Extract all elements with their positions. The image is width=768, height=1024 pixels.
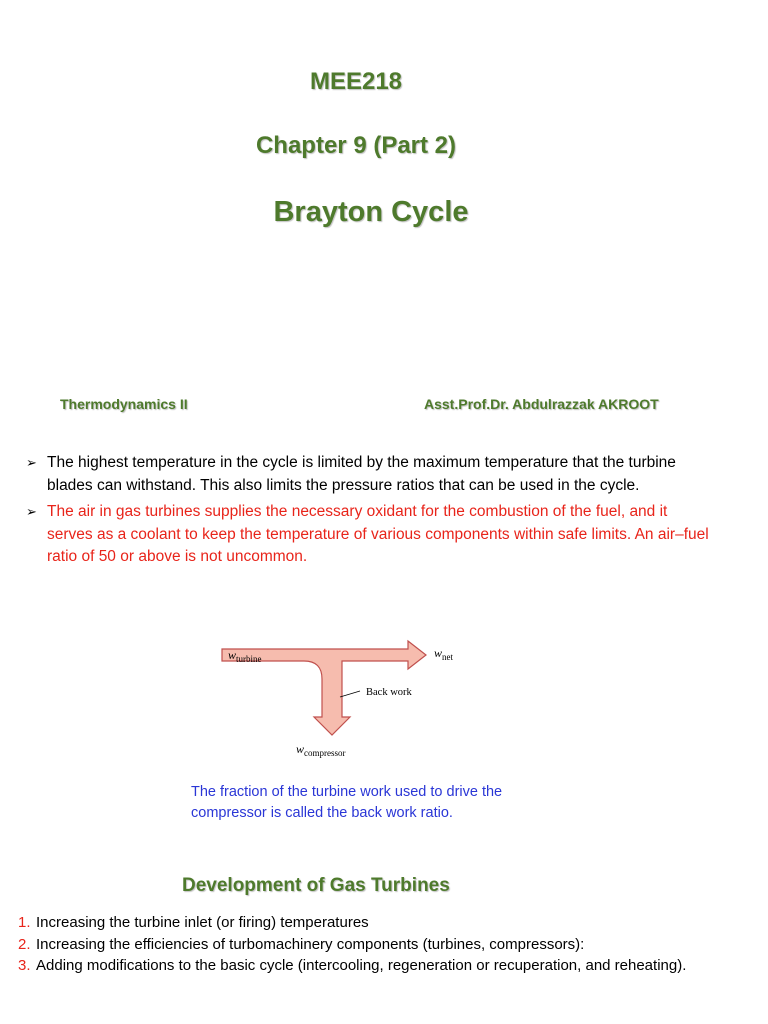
arrow-bullet-icon: ➢: [26, 504, 37, 519]
list-number: 1.: [18, 914, 31, 931]
bullet-item: [26, 501, 716, 569]
list-number: 3.: [18, 957, 31, 974]
list-text: Increasing the efficiencies of turbomachinery components (turbines, compressors):: [36, 935, 585, 953]
w-turbine-label: $w_{turbine}$: [228, 648, 262, 664]
diagram-caption: The fraction of the turbine work used to drive the compressor is called the back work ratio.: [191, 784, 503, 821]
subject-label: Thermodynamics II: [60, 396, 188, 412]
chapter-title: Chapter 9 (Part 2): [255, 132, 457, 159]
arrow-bullet-icon: ➢: [26, 455, 37, 470]
bullet-list: [26, 452, 716, 573]
w-net-label: $w_{net}$: [434, 646, 454, 662]
list-number: 2.: [18, 935, 31, 953]
development-list: [18, 912, 748, 977]
author-label: Asst.Prof.Dr. Abdulrazzak AKROOT: [424, 396, 659, 412]
bullet-item: [26, 452, 716, 497]
list-text: Adding modifications to the basic cycle (intercooling, regeneration or recuperation, and reheating).: [36, 957, 687, 974]
list-item: [18, 912, 748, 934]
development-heading: Development of Gas Turbines: [182, 875, 450, 896]
bullet-text: The air in gas turbines supplies the necessary oxidant for the combustion of the fuel, and it serves as a coolant to keep the temperature of various components within safe limits. An air–fuel ratio of 50 or above is not uncommon.: [47, 503, 709, 565]
list-item: [18, 934, 748, 956]
topic-title: Brayton Cycle: [273, 196, 469, 228]
course-code: MEE218: [309, 68, 403, 95]
list-item: [18, 955, 748, 977]
back-work-diagram: [218, 635, 478, 767]
back-work-pointer: [340, 691, 360, 697]
w-compressor-label: $w_{compressor}$: [296, 742, 346, 758]
bullet-text: The highest temperature in the cycle is limited by the maximum temperature that the turbine blades can withstand. This also limits the pressure ratios that can be used in the cycle.: [47, 454, 676, 494]
list-text: Increasing the turbine inlet (or firing) temperatures: [36, 914, 369, 931]
back-work-label: Back work: [366, 687, 412, 698]
